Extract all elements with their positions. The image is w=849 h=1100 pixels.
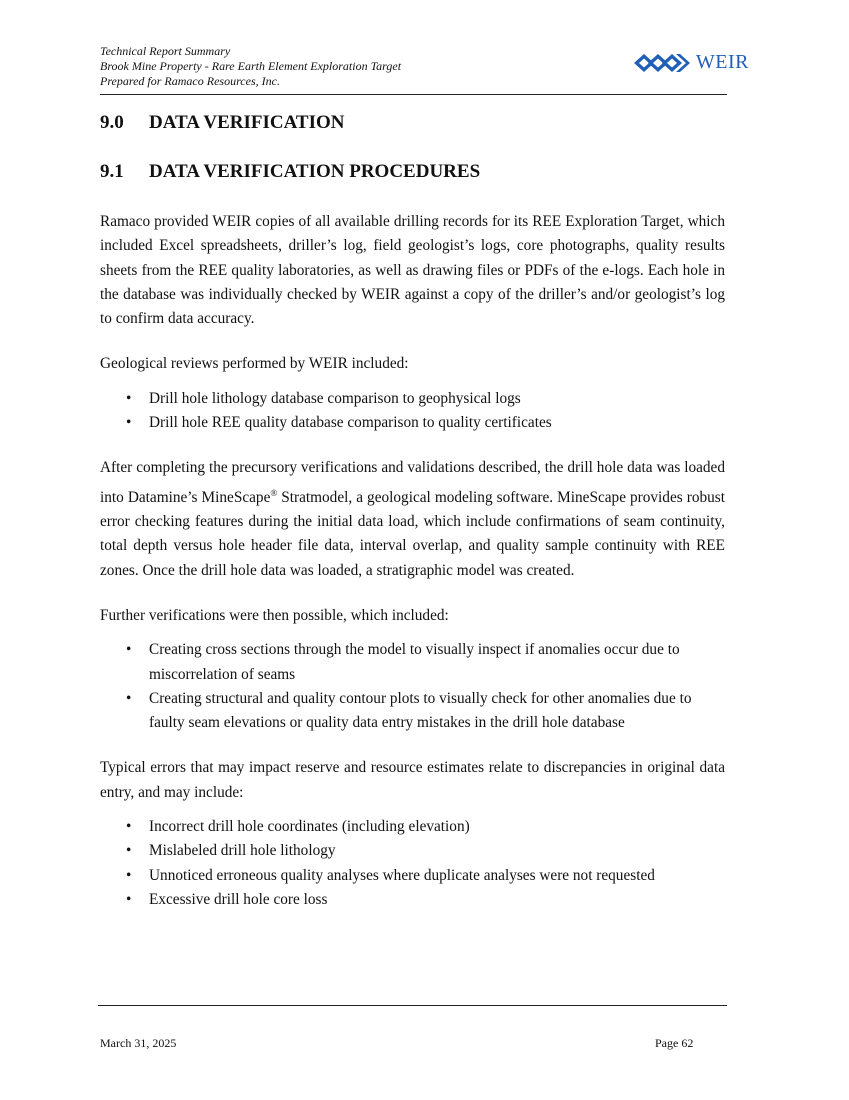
- bullet-icon: •: [126, 689, 132, 707]
- paragraph-typical-errors: Typical errors that may impact reserve and resource estimates relate to discrepancies in original data entry, and may include:: [100, 759, 725, 801]
- bullet-icon: •: [126, 890, 132, 908]
- registered-mark: ®: [270, 487, 278, 498]
- minescape-text-b: Stratmodel, a geological modeling software. MineScape provides robust error checking features during the initial data load, which include confirmations of seam continuity, total depth versus hole header file data, interval overlap, and quality sample continuity with REE zones. Once the drill hole data was loaded, a stratigraphic model was created.: [100, 488, 725, 579]
- list-item: [100, 638, 725, 687]
- section-heading: [100, 112, 725, 134]
- paragraph-verifications-intro: Further verifications were then possible, which included:: [100, 606, 449, 624]
- footer-page-number: Page 62: [655, 1036, 694, 1050]
- logo-wordmark: WEIR: [695, 51, 749, 73]
- list-item-text: Creating structural and quality contour plots to visually check for other anomalies due to faulty seam elevations or quality data entry mistakes in the drill hole database: [149, 689, 692, 732]
- subsection-title: DATA VERIFICATION PROCEDURES: [149, 161, 481, 182]
- list-item: [100, 411, 725, 435]
- main-content: [100, 112, 725, 912]
- header-text-block: [100, 44, 401, 89]
- verifications-list: [100, 638, 725, 735]
- subsection-number: 9.1: [100, 161, 124, 182]
- paragraph-minescape: [100, 456, 725, 583]
- header-report-type: Technical Report Summary: [100, 44, 231, 58]
- list-item-text: Mislabeled drill hole lithology: [149, 842, 336, 860]
- section-title: DATA VERIFICATION: [149, 112, 345, 133]
- list-item: [100, 888, 725, 912]
- list-item: [100, 687, 725, 736]
- bullet-icon: •: [126, 641, 132, 659]
- subsection-heading: [100, 161, 725, 183]
- list-item-text: Drill hole REE quality database comparison to quality certificates: [149, 414, 552, 432]
- footer-divider: [98, 1005, 727, 1006]
- list-item: [100, 864, 725, 888]
- header-prepared-for: Prepared for Ramaco Resources, Inc.: [100, 74, 280, 88]
- minescape-text-a: After completing the precursory verifications and validations described, the drill hole data was loaded into Datamine’s MineScape: [100, 459, 725, 506]
- bullet-icon: •: [126, 818, 132, 836]
- list-item-text: Creating cross sections through the model to visually inspect if anomalies occur due to miscorrelation of seams: [149, 641, 680, 683]
- list-item-text: Incorrect drill hole coordinates (including elevation): [149, 818, 470, 836]
- reviews-list: [100, 387, 725, 436]
- bullet-icon: •: [126, 866, 132, 884]
- bullet-icon: •: [126, 389, 132, 407]
- section-number: 9.0: [100, 112, 124, 133]
- list-item-text: Drill hole lithology database comparison to geophysical logs: [149, 389, 521, 407]
- weir-diamond-logo-icon: [634, 52, 694, 74]
- list-item: [100, 387, 725, 411]
- weir-logo: [634, 51, 749, 74]
- list-item-text: Unnoticed erroneous quality analyses where duplicate analyses were not requested: [149, 866, 655, 884]
- bullet-icon: •: [126, 414, 132, 432]
- paragraph-records: Ramaco provided WEIR copies of all available drilling records for its REE Exploration Target, which included Excel spreadsheets, driller’s log, field geologist’s logs, core photographs, quality results sheets from the REE quality laboratories, as well as drawing files or PDFs of the e-logs. Each hole in the database was individually checked by WEIR against a copy of the driller’s and/or geologist’s log to confirm data accuracy.: [100, 213, 725, 328]
- errors-list: [100, 815, 725, 912]
- list-item-text: Excessive drill hole core loss: [149, 890, 328, 908]
- header-property-title: Brook Mine Property - Rare Earth Element Exploration Target: [100, 59, 402, 73]
- list-item: [100, 839, 725, 863]
- paragraph-reviews-intro: Geological reviews performed by WEIR included:: [100, 355, 409, 373]
- footer-date: March 31, 2025: [100, 1036, 177, 1050]
- list-item: [100, 815, 725, 839]
- page-header: [100, 44, 749, 95]
- bullet-icon: •: [126, 842, 132, 860]
